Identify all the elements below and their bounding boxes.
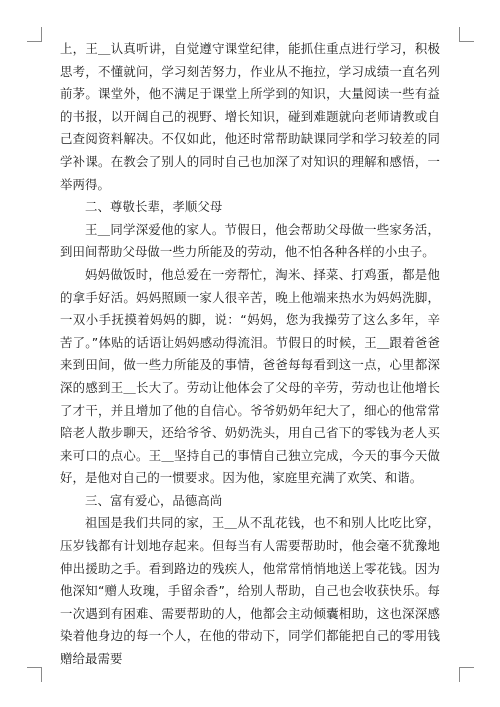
paragraph-charity: 祖国是我们共同的家，王＿从不乱花钱，也不和别人比吃比穿，压岁钱都有计划地存起来。但每当有人需要帮助时，他会毫不犹豫地伸出援助之手。看到路边的残疾人，他常常悄悄地送上零花钱。因为他深知“赠人玫瑰，手留余香”，给别人帮助，自己也会收获快乐。每一次遇到有困难、需要帮助的人，他都会主动倾囊相助，这也深深感染着他身边的每一个人，在他的带动下，同学们都能把自己的零用钱赠给最需要 bbox=[60, 515, 440, 667]
section-heading-respect: 二、尊敬长辈，孝顺父母 bbox=[85, 199, 223, 215]
section-heading-kindness: 三、富有爱心，品德高尚 bbox=[85, 492, 223, 508]
crop-mark-bottom-left bbox=[27, 667, 42, 682]
crop-mark-top-left bbox=[27, 27, 42, 42]
paragraph-mother: 妈妈做饭时，他总爱在一旁帮忙，淘米、择菜、打鸡蛋，都是他的拿手好活。妈妈照顾一家人很辛苦，晚上他端来热水为妈妈洗脚，一双小手抚摸着妈妈的脚，说：“妈妈，您为我操劳了这么多年，辛苦了。”体贴的话语让妈妈感动得流泪。节假日的时候，王＿跟着爸爸来到田间，做一些力所能及的事情，爸爸每每看到这一点，心里都深深的感到王＿长大了。劳动让他体会了父母的辛劳，劳动也让他增长了才干，并且增加了他的自信心。爷爷奶奶年纪大了，细心的他常常陪老人散步聊天，还给爷爷、奶奶洗头，用自己省下的零钱为老人买来可口的点心。王＿坚持自己的事情自己独立完成，今天的事今天做好，是他对自己的一惯要求。因为他，家庭里充满了欢笑、和谐。 bbox=[60, 266, 440, 486]
crop-mark-top-right bbox=[459, 27, 474, 42]
paragraph-family: 王＿同学深爱他的家人。节假日，他会帮助父母做一些家务活，到田间帮助父母做一些力所能及的劳动，他不怕各种各样的小虫子。 bbox=[60, 221, 440, 260]
document-body bbox=[60, 38, 440, 671]
paragraph-study: 上，王＿认真听讲，自觉遵守课堂纪律，能抓住重点进行学习，积极思考，不懂就问，学习刻苦努力，作业从不拖拉，学习成绩一直名列前茅。课堂外，他不满足于课堂上所学到的知识，大量阅读一些有益的书报，以开阔自己的视野、增长知识，碰到难题就向老师请教或自己查阅资料解决。不仅如此，他还时常帮助缺课同学和学习较差的同学补课。在教会了别人的同时自己也加深了对知识的理解和感悟，一举两得。 bbox=[60, 41, 440, 192]
crop-mark-bottom-right bbox=[459, 667, 474, 682]
